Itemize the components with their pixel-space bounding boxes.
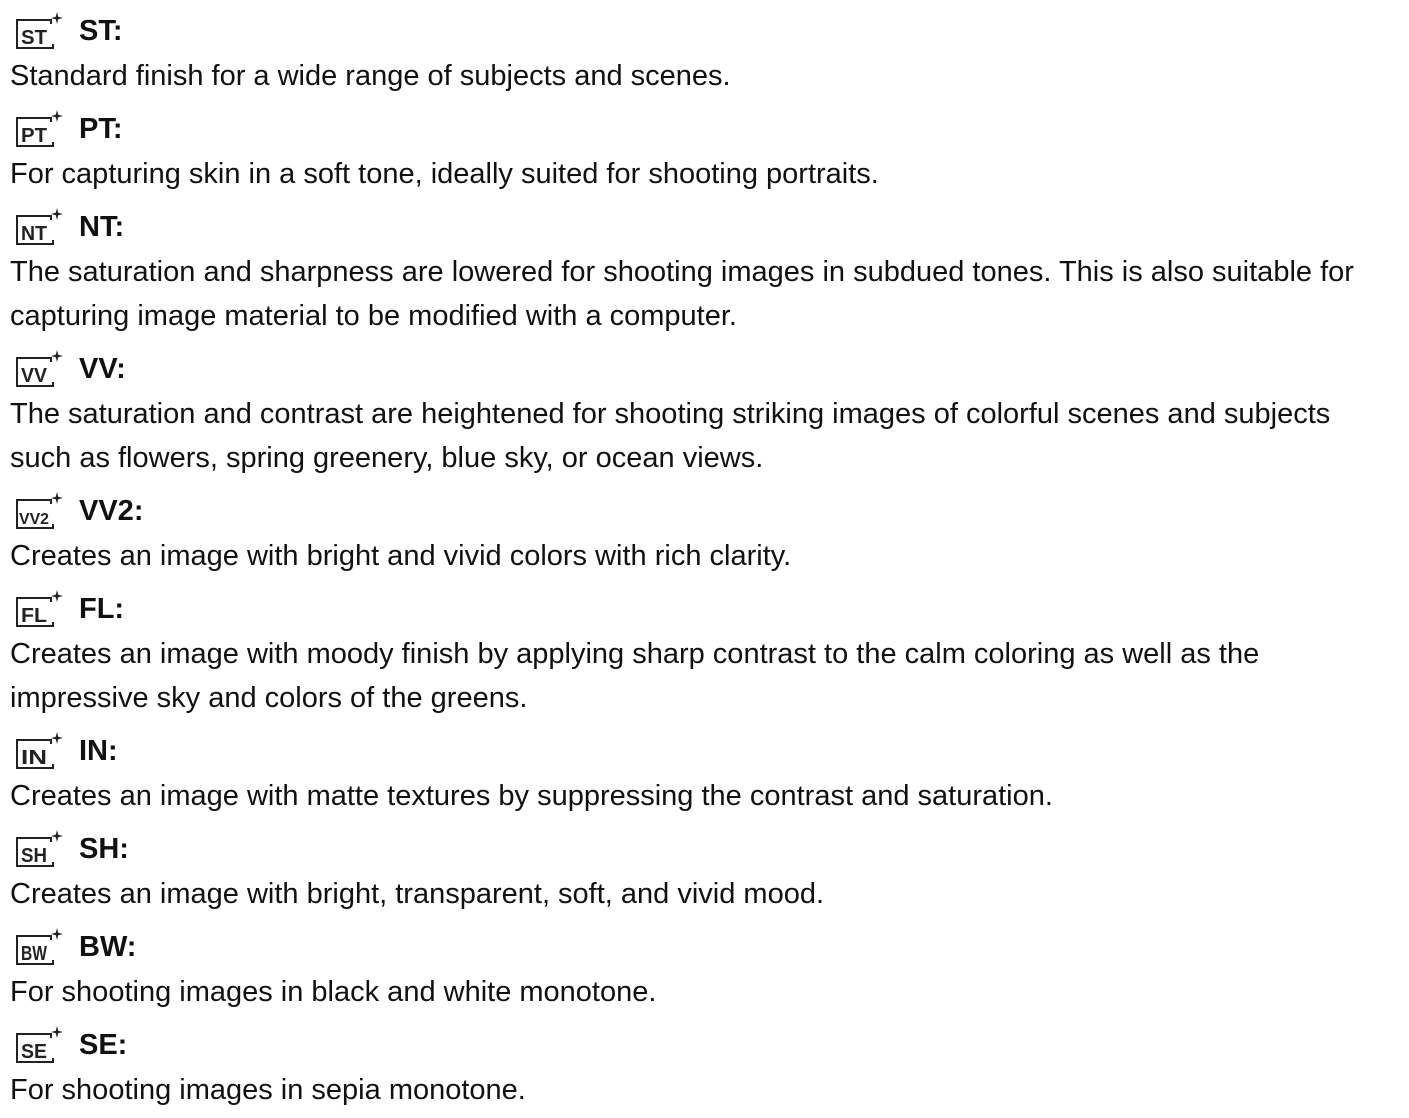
mode-icon-graphic xyxy=(15,732,63,770)
icon-letters: SH xyxy=(21,845,47,867)
entry-st xyxy=(0,12,1409,98)
mode-description: Standard finish for a wide range of subjects and scenes. xyxy=(10,60,731,92)
icon-letters: PT xyxy=(21,125,47,147)
mode-label: VV2: xyxy=(79,495,144,527)
mode-icon-graphic xyxy=(15,492,63,530)
entry-nt xyxy=(0,208,1409,338)
entry-fl xyxy=(0,590,1409,720)
entry-heading xyxy=(0,928,1409,966)
mode-description: Creates an image with matte textures by suppressing the contrast and saturation. xyxy=(10,780,1053,812)
entry-se xyxy=(0,1026,1409,1112)
sparkle-icon xyxy=(51,732,63,744)
mode-icon-graphic xyxy=(15,12,63,50)
entry-heading xyxy=(0,208,1409,246)
mode-description: For shooting images in sepia monotone. xyxy=(10,1074,526,1106)
entry-sh xyxy=(0,830,1409,916)
vv-mode-icon xyxy=(15,350,63,388)
icon-letters: VV xyxy=(21,365,48,387)
icon-letters: SE xyxy=(21,1041,47,1063)
mode-icon-graphic xyxy=(15,1026,63,1064)
entry-pt xyxy=(0,110,1409,196)
entry-heading xyxy=(0,732,1409,770)
icon-letters: IN xyxy=(21,747,47,769)
bw-mode-icon xyxy=(15,928,63,966)
mode-label: NT: xyxy=(79,211,125,243)
mode-label: BW: xyxy=(79,931,137,963)
icon-letters: NT xyxy=(21,223,47,245)
mode-description: Creates an image with bright and vivid colors with rich clarity. xyxy=(10,540,792,572)
mode-description: The saturation and contrast are heightened for shooting striking images of colorful scenes and subjects such as flowers, spring greenery, blue sky, or ocean views. xyxy=(10,398,1331,474)
st-mode-icon xyxy=(15,12,63,50)
mode-label: IN: xyxy=(79,735,118,767)
mode-description: Creates an image with moody finish by applying sharp contrast to the calm coloring as well as the impressive sky and colors of the greens. xyxy=(10,638,1260,714)
mode-description: For capturing skin in a soft tone, ideally suited for shooting portraits. xyxy=(10,158,879,190)
mode-description: For shooting images in black and white monotone. xyxy=(10,976,657,1008)
in-mode-icon xyxy=(15,732,63,770)
mode-icon-graphic xyxy=(15,350,63,388)
icon-letters: FL xyxy=(21,605,47,627)
entry-in xyxy=(0,732,1409,818)
entry-heading xyxy=(0,830,1409,868)
sparkle-icon xyxy=(51,1026,63,1038)
mode-label: FL: xyxy=(79,593,125,625)
fl-mode-icon xyxy=(15,590,63,628)
entry-heading xyxy=(0,350,1409,388)
icon-letters: BW xyxy=(21,943,48,965)
mode-icon-graphic xyxy=(15,590,63,628)
mode-label: ST: xyxy=(79,15,123,47)
sparkle-icon xyxy=(51,928,63,940)
entry-heading xyxy=(0,492,1409,530)
sparkle-icon xyxy=(51,492,63,504)
entry-vv xyxy=(0,350,1409,480)
vv2-mode-icon xyxy=(15,492,63,530)
entry-bw xyxy=(0,928,1409,1014)
sparkle-icon xyxy=(51,590,63,602)
mode-icon-graphic xyxy=(15,208,63,246)
mode-label: PT: xyxy=(79,113,123,145)
sparkle-icon xyxy=(51,12,63,24)
icon-letters: VV2 xyxy=(19,511,50,528)
sparkle-icon xyxy=(51,110,63,122)
icon-letters: ST xyxy=(21,27,47,49)
mode-label: VV: xyxy=(79,353,126,385)
entry-vv2 xyxy=(0,492,1409,578)
entry-heading xyxy=(0,110,1409,148)
entry-heading xyxy=(0,590,1409,628)
sparkle-icon xyxy=(51,208,63,220)
entry-heading xyxy=(0,12,1409,50)
mode-description: Creates an image with bright, transparent, soft, and vivid mood. xyxy=(10,878,825,910)
sparkle-icon xyxy=(51,350,63,362)
se-mode-icon xyxy=(15,1026,63,1064)
nt-mode-icon xyxy=(15,208,63,246)
pt-mode-icon xyxy=(15,110,63,148)
sh-mode-icon xyxy=(15,830,63,868)
mode-icon-graphic xyxy=(15,110,63,148)
sparkle-icon xyxy=(51,830,63,842)
mode-icon-graphic xyxy=(15,928,63,966)
entry-heading xyxy=(0,1026,1409,1064)
mode-description: The saturation and sharpness are lowered for shooting images in subdued tones. This is also suitable for capturing image material to be modified with a computer. xyxy=(10,256,1354,332)
mode-label: SE: xyxy=(79,1029,128,1061)
mode-label: SH: xyxy=(79,833,129,865)
mode-icon-graphic xyxy=(15,830,63,868)
